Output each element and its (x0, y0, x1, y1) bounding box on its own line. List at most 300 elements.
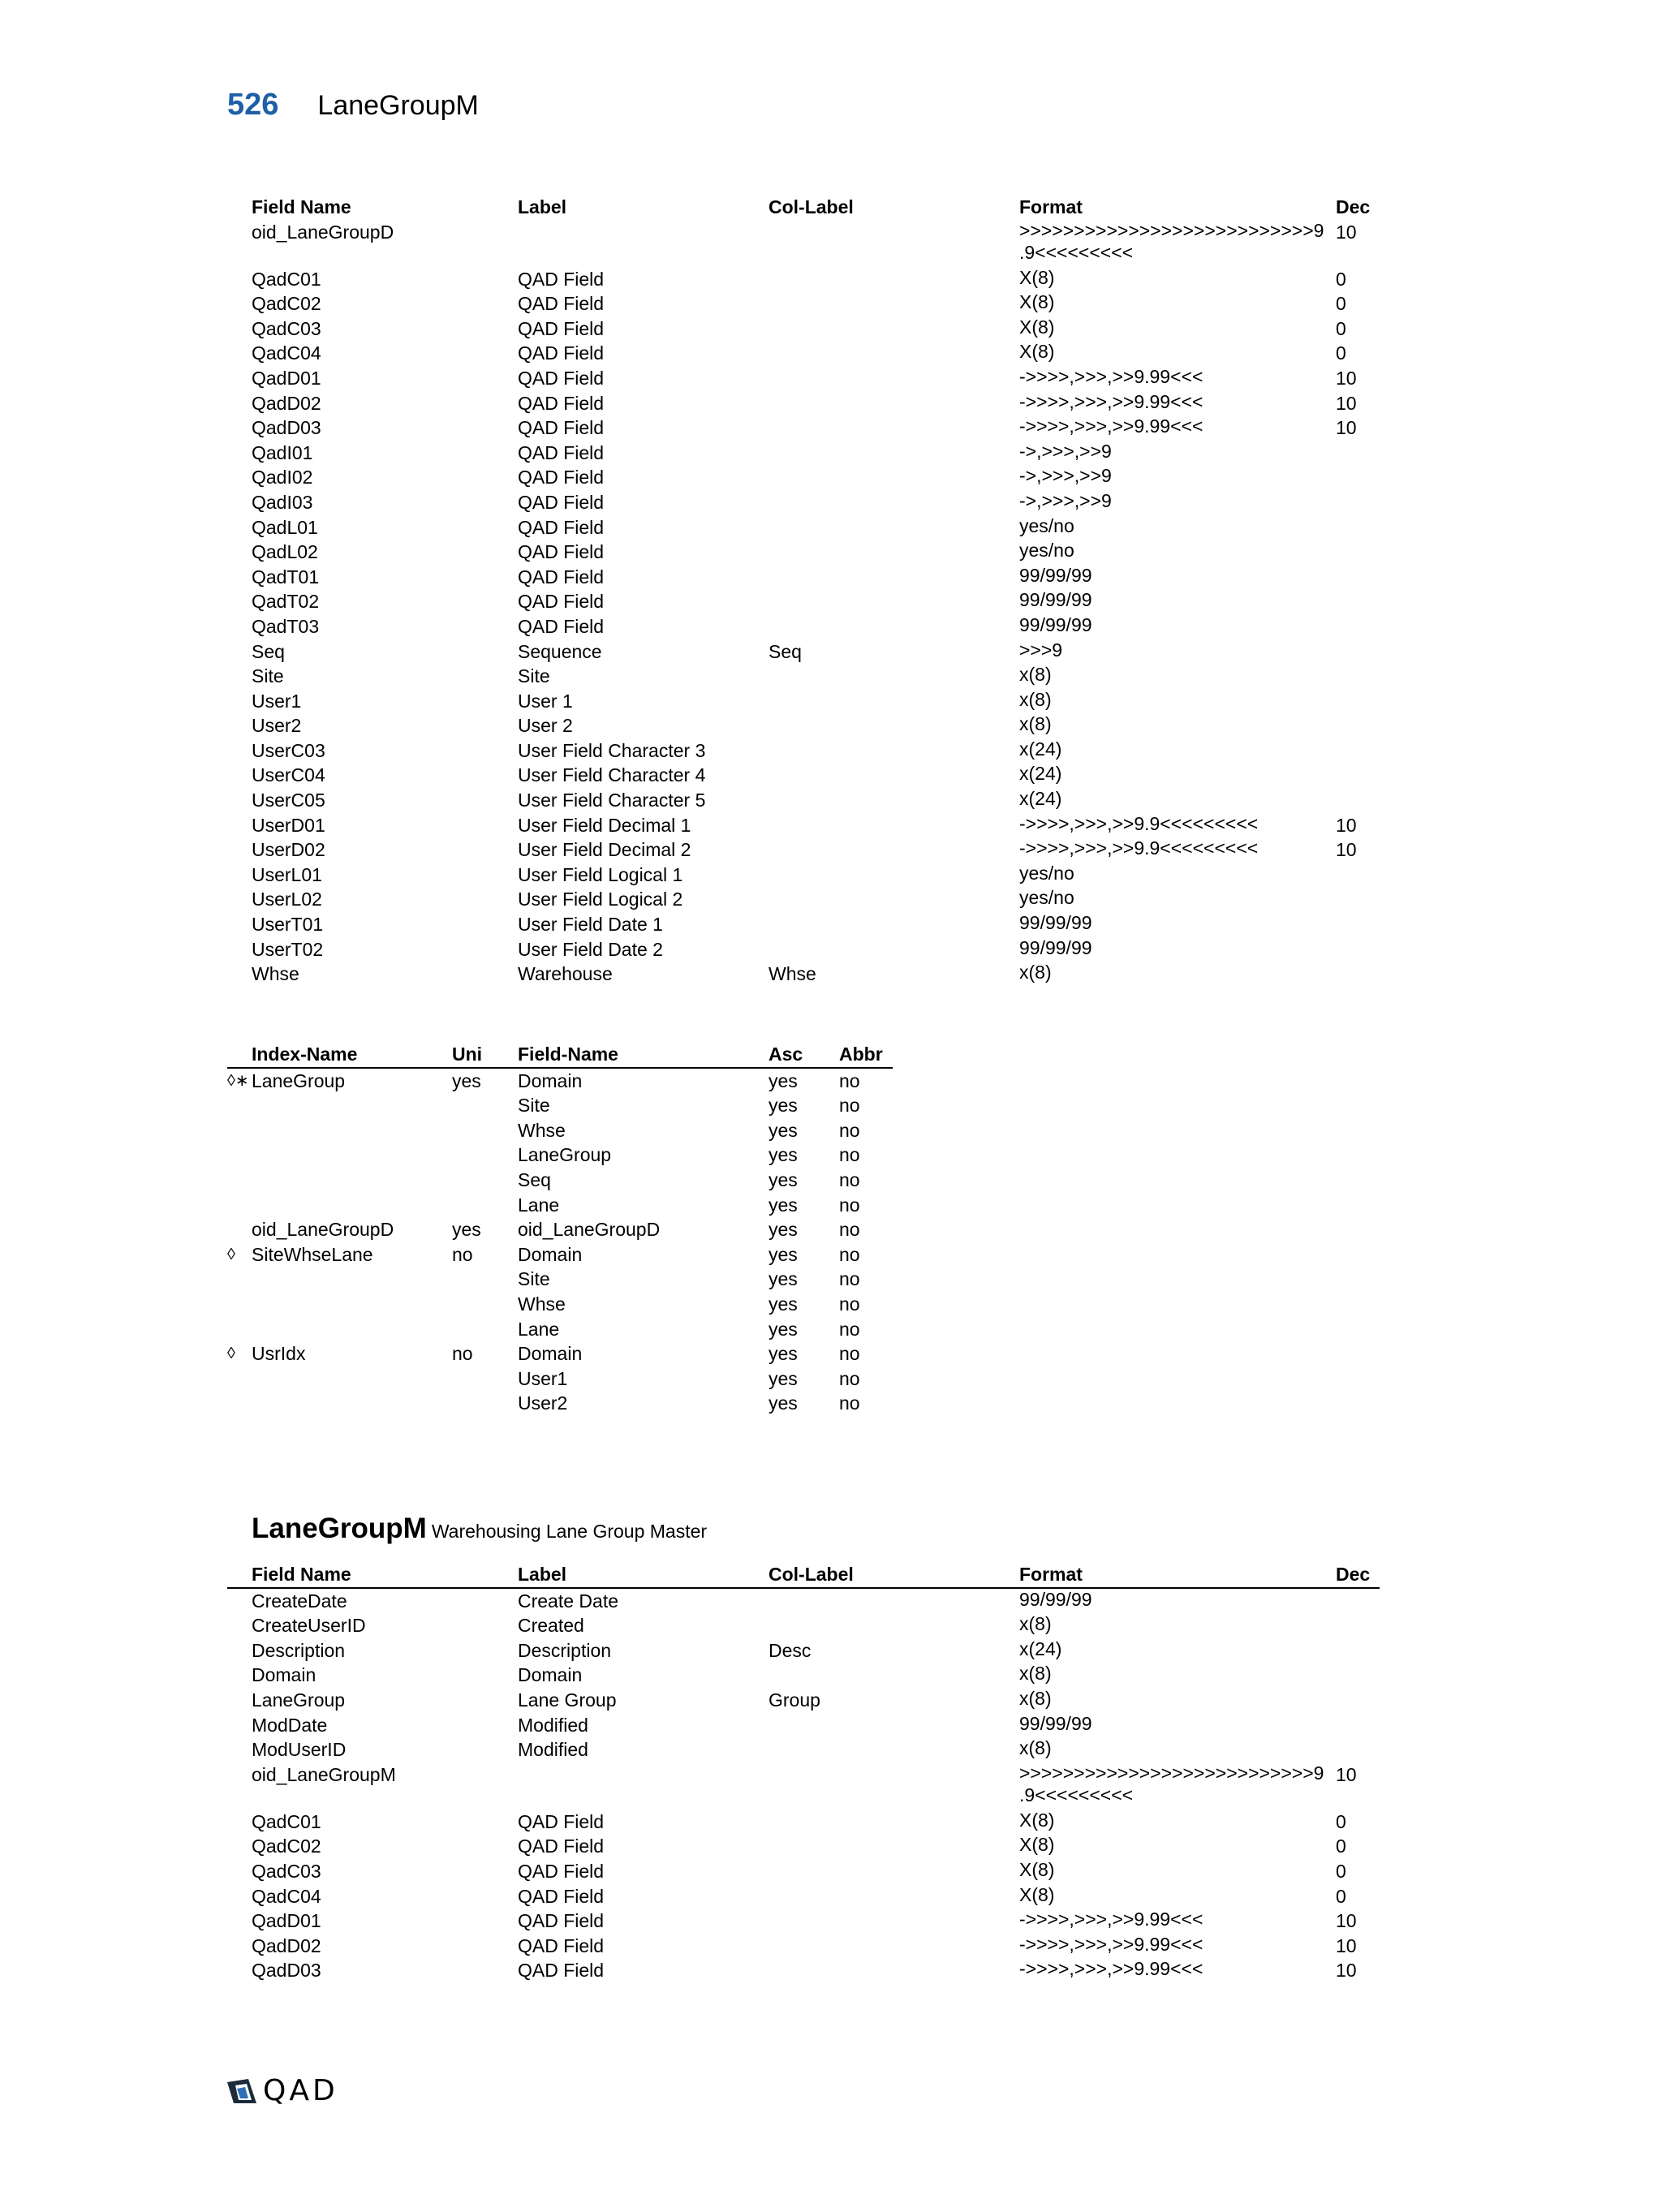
dec-cell: 0 (1336, 1835, 1346, 1857)
format-cell: 99/99/99 (1019, 1712, 1092, 1734)
section-name: LaneGroupM (252, 1513, 427, 1544)
abbr-cell: no (839, 1144, 860, 1166)
label-cell: QAD Field (518, 441, 605, 463)
field-name-cell: QadC04 (252, 1885, 321, 1907)
format-cell: >>>9 (1019, 639, 1063, 661)
dec-cell: 10 (1336, 221, 1357, 243)
table-row (227, 540, 1380, 565)
field-name-cell: LaneGroup (252, 1689, 346, 1711)
format-cell: x(24) (1019, 788, 1062, 810)
format-cell: ->>>>,>>>,>>9.9<<<<<<<<< (1019, 837, 1259, 859)
format-cell: 99/99/99 (1019, 1588, 1092, 1610)
table-body (227, 220, 1380, 987)
label-cell: QAD Field (518, 317, 605, 339)
index-row (227, 1391, 893, 1416)
index-row (227, 1242, 893, 1267)
format-cell: ->>>>,>>>,>>9.99<<< (1019, 1909, 1203, 1930)
asc-cell: yes (769, 1194, 798, 1216)
table-row (227, 589, 1380, 614)
index-row (227, 1118, 893, 1143)
table-row (227, 813, 1380, 838)
format-cell: x(8) (1019, 688, 1052, 710)
field-name-cell: User1 (252, 690, 302, 712)
format-cell: X(8) (1019, 1858, 1055, 1880)
dec-cell: 10 (1336, 392, 1357, 414)
table-row (227, 1958, 1380, 1983)
table-row (227, 341, 1380, 366)
format-cell: X(8) (1019, 341, 1055, 363)
abbr-cell: no (839, 1243, 860, 1265)
field-name-cell: QadD03 (252, 1960, 321, 1982)
table-row (227, 962, 1380, 987)
header-format: Format (1019, 1564, 1083, 1585)
label-cell: QAD Field (518, 342, 605, 364)
dec-cell: 0 (1336, 317, 1346, 339)
format-cell: 99/99/99 (1019, 589, 1092, 611)
label-cell: QAD Field (518, 1934, 605, 1956)
label-cell: QAD Field (518, 1960, 605, 1982)
dec-cell: 0 (1336, 268, 1346, 290)
format-cell: ->>>>,>>>,>>9.99<<< (1019, 365, 1203, 387)
field-name-cell: oid_LaneGroupD (252, 221, 394, 243)
page-number: 526 (227, 88, 279, 122)
format-cell: ->>>>,>>>,>>9.9<<<<<<<<< (1019, 812, 1259, 834)
index-row (227, 1341, 893, 1366)
table-row (227, 1713, 1380, 1738)
section-title (252, 1513, 707, 1545)
label-cell: User Field Character 5 (518, 790, 706, 811)
qad-logo-icon (226, 2077, 258, 2105)
field-table-lanegroupd (227, 195, 1380, 987)
format-cell: x(24) (1019, 763, 1062, 785)
label-cell: QAD Field (518, 1835, 605, 1857)
asc-cell: yes (769, 1168, 798, 1190)
table-row (227, 887, 1380, 912)
format-cell: X(8) (1019, 291, 1055, 313)
col-label-cell: Whse (769, 963, 816, 985)
format-cell: ->>>>,>>>,>>9.99<<< (1019, 415, 1203, 437)
index-row (227, 1217, 893, 1242)
dec-cell: 0 (1336, 342, 1346, 364)
field-name-cell: QadL01 (252, 516, 318, 538)
field-name-cell: UserL02 (252, 889, 322, 910)
table-row (227, 937, 1380, 962)
dec-cell: 10 (1336, 1960, 1357, 1982)
logo-text: QAD (263, 2074, 338, 2107)
index-row (227, 1093, 893, 1118)
section-description: Warehousing Lane Group Master (431, 1521, 708, 1542)
format-cell: X(8) (1019, 316, 1055, 338)
field-name-cell: UserT02 (252, 938, 324, 960)
table-row (227, 391, 1380, 416)
table-header-row (227, 195, 1380, 220)
field-name-cell: QadC03 (252, 317, 321, 339)
label-cell: QAD Field (518, 516, 605, 538)
table-row (227, 763, 1380, 788)
table-row (227, 1909, 1380, 1934)
field-name-cell: User1 (518, 1367, 568, 1389)
format-cell: x(8) (1019, 1663, 1052, 1685)
label-cell: User Field Date 2 (518, 938, 663, 960)
index-row (227, 1069, 893, 1094)
dec-cell: 0 (1336, 1860, 1346, 1882)
format-cell: 99/99/99 (1019, 912, 1092, 934)
abbr-cell: no (839, 1343, 860, 1365)
label-cell: Warehouse (518, 963, 613, 985)
label-cell: Site (518, 665, 550, 687)
format-cell: ->>>>,>>>,>>9.99<<< (1019, 1958, 1203, 1980)
abbr-cell: no (839, 1069, 860, 1091)
format-cell: ->>>>,>>>,>>9.99<<< (1019, 1933, 1203, 1955)
table-row (227, 1834, 1380, 1859)
header-field-name: Field Name (252, 1564, 351, 1585)
dec-cell: 10 (1336, 1934, 1357, 1956)
asc-cell: yes (769, 1293, 798, 1315)
field-name-cell: UserC05 (252, 790, 325, 811)
field-name-cell: UserD02 (252, 839, 325, 861)
asc-cell: yes (769, 1318, 798, 1340)
asc-cell: yes (769, 1119, 798, 1141)
field-name-cell: QadC01 (252, 268, 321, 290)
format-cell: 99/99/99 (1019, 613, 1092, 635)
format-cell: yes/no (1019, 887, 1074, 909)
format-cell: yes/no (1019, 540, 1074, 562)
header-col-label: Col-Label (769, 196, 854, 217)
label-cell: User Field Character 3 (518, 739, 706, 761)
index-marker: ◊∗ (227, 1071, 249, 1090)
table-row (227, 713, 1380, 738)
field-name-cell: Whse (518, 1119, 566, 1141)
field-name-cell: QadC02 (252, 1835, 321, 1857)
field-name-cell: Domain (252, 1664, 316, 1686)
field-name-cell: QadD03 (252, 417, 321, 439)
field-name-cell: QadD01 (252, 1910, 321, 1932)
field-name-cell: QadC01 (252, 1810, 321, 1832)
field-name-cell: QadD02 (252, 1934, 321, 1956)
index-name-cell: oid_LaneGroupD (252, 1219, 394, 1241)
field-name-cell: QadI02 (252, 467, 313, 488)
format-cell: X(8) (1019, 1834, 1055, 1856)
abbr-cell: no (839, 1293, 860, 1315)
asc-cell: yes (769, 1243, 798, 1265)
field-name-cell: User2 (252, 715, 302, 737)
asc-cell: yes (769, 1343, 798, 1365)
field-name-cell: CreateDate (252, 1590, 347, 1612)
table-row (227, 316, 1380, 342)
table-row (227, 1737, 1380, 1762)
label-cell: User Field Logical 2 (518, 889, 683, 910)
table-row (227, 1810, 1380, 1835)
field-name-cell: QadD02 (252, 392, 321, 414)
format-cell: ->,>>>,>>9 (1019, 440, 1112, 462)
table-row (227, 291, 1380, 316)
format-cell: >>>>>>>>>>>>>>>>>>>>>>>>>>>9 .9<<<<<<<<< (1019, 219, 1324, 263)
asc-cell: yes (769, 1219, 798, 1241)
field-name-cell: Description (252, 1639, 346, 1661)
label-cell: QAD Field (518, 293, 605, 315)
field-name-cell: QadC03 (252, 1860, 321, 1882)
table-row (227, 788, 1380, 813)
label-cell: User Field Decimal 1 (518, 814, 691, 836)
label-cell: QAD Field (518, 467, 605, 488)
dec-cell: 10 (1336, 1910, 1357, 1932)
field-name-cell: QadT03 (252, 615, 320, 637)
table-row (227, 220, 1380, 267)
index-name-cell: LaneGroup (252, 1069, 346, 1091)
table-row (227, 490, 1380, 515)
field-name-cell: Whse (518, 1293, 566, 1315)
label-cell: QAD Field (518, 1910, 605, 1932)
format-cell: x(24) (1019, 1637, 1062, 1659)
table-row (227, 1934, 1380, 1959)
table-row (227, 1762, 1380, 1810)
field-name-cell: Domain (518, 1243, 583, 1265)
label-cell: User 2 (518, 715, 573, 737)
field-name-cell: QadT02 (252, 591, 320, 613)
asc-cell: yes (769, 1367, 798, 1389)
dec-cell: 10 (1336, 1763, 1357, 1785)
table-row (227, 441, 1380, 466)
dec-cell: 10 (1336, 839, 1357, 861)
header-field-name: Field Name (252, 196, 351, 217)
dec-cell: 0 (1336, 293, 1346, 315)
format-cell: 99/99/99 (1019, 936, 1092, 958)
table-row (227, 1884, 1380, 1909)
index-row (227, 1292, 893, 1317)
label-cell: Created (518, 1615, 584, 1637)
page-header (227, 88, 479, 133)
format-cell: ->,>>>,>>9 (1019, 489, 1112, 511)
dec-cell: 0 (1336, 1810, 1346, 1832)
label-cell: QAD Field (518, 417, 605, 439)
table-row (227, 1589, 1380, 1614)
header-index-name: Index-Name (252, 1044, 358, 1065)
format-cell: >>>>>>>>>>>>>>>>>>>>>>>>>>>9 .9<<<<<<<<< (1019, 1762, 1324, 1805)
field-name-cell: Site (518, 1268, 550, 1290)
label-cell: QAD Field (518, 566, 605, 587)
table-row (227, 837, 1380, 863)
label-cell: Domain (518, 1664, 583, 1686)
header-format: Format (1019, 196, 1083, 217)
table-row (227, 366, 1380, 391)
table-row (227, 415, 1380, 441)
abbr-cell: no (839, 1367, 860, 1389)
abbr-cell: no (839, 1168, 860, 1190)
label-cell: QAD Field (518, 1885, 605, 1907)
field-name-cell: QadD01 (252, 367, 321, 389)
col-label-cell: Group (769, 1689, 820, 1711)
table-row (227, 614, 1380, 639)
label-cell: QAD Field (518, 1810, 605, 1832)
field-name-cell: UserC04 (252, 764, 325, 786)
header-label: Label (518, 1564, 567, 1585)
field-table-lanegroupm (227, 1562, 1380, 1983)
index-name-cell: UsrIdx (252, 1343, 306, 1365)
label-cell: User Field Logical 1 (518, 863, 683, 885)
col-label-cell: Seq (769, 640, 802, 662)
table-row (227, 689, 1380, 714)
field-name-cell: oid_LaneGroupD (518, 1219, 661, 1241)
label-cell: Create Date (518, 1590, 619, 1612)
field-name-cell: UserL01 (252, 863, 322, 885)
table-row (227, 1613, 1380, 1638)
table-row (227, 465, 1380, 490)
abbr-cell: no (839, 1095, 860, 1117)
field-name-cell: UserC03 (252, 739, 325, 761)
label-cell: Modified (518, 1714, 588, 1736)
field-name-cell: QadC04 (252, 342, 321, 364)
header-dec: Dec (1336, 1564, 1371, 1585)
abbr-cell: no (839, 1268, 860, 1290)
format-cell: yes/no (1019, 514, 1074, 536)
label-cell: QAD Field (518, 615, 605, 637)
page-title: LaneGroupM (317, 90, 479, 121)
abbr-cell: no (839, 1318, 860, 1340)
table-row (227, 1688, 1380, 1713)
index-header-row (227, 1042, 893, 1069)
index-row (227, 1317, 893, 1342)
abbr-cell: no (839, 1119, 860, 1141)
table-row (227, 1859, 1380, 1884)
format-cell: X(8) (1019, 1883, 1055, 1905)
index-marker: ◊ (227, 1345, 235, 1363)
index-body (227, 1069, 893, 1416)
field-name-cell: Whse (252, 963, 299, 985)
header-uni: Uni (452, 1044, 483, 1065)
index-row (227, 1267, 893, 1292)
field-name-cell: Lane (518, 1194, 560, 1216)
table-header-row (227, 1562, 1380, 1589)
format-cell: X(8) (1019, 1809, 1055, 1831)
table-row (227, 863, 1380, 888)
index-row (227, 1143, 893, 1168)
format-cell: x(8) (1019, 664, 1052, 686)
format-cell: yes/no (1019, 862, 1074, 884)
qad-logo (226, 2074, 338, 2107)
format-cell: ->>>>,>>>,>>9.99<<< (1019, 390, 1203, 412)
index-row (227, 1193, 893, 1218)
table-body (227, 1589, 1380, 1983)
format-cell: ->,>>>,>>9 (1019, 465, 1112, 487)
format-cell: x(24) (1019, 738, 1062, 760)
field-name-cell: CreateUserID (252, 1615, 366, 1637)
unique-cell: no (452, 1343, 473, 1365)
label-cell: QAD Field (518, 1860, 605, 1882)
format-cell: X(8) (1019, 266, 1055, 288)
field-name-cell: QadC02 (252, 293, 321, 315)
abbr-cell: no (839, 1392, 860, 1414)
asc-cell: yes (769, 1095, 798, 1117)
dec-cell: 10 (1336, 417, 1357, 439)
label-cell: QAD Field (518, 591, 605, 613)
field-name-cell: Seq (518, 1168, 551, 1190)
label-cell: Description (518, 1639, 612, 1661)
label-cell: Modified (518, 1739, 588, 1761)
table-row (227, 1663, 1380, 1688)
format-cell: x(8) (1019, 1687, 1052, 1709)
abbr-cell: no (839, 1194, 860, 1216)
label-cell: User Field Date 1 (518, 914, 663, 936)
unique-cell: yes (452, 1219, 481, 1241)
field-name-cell: QadI03 (252, 491, 313, 513)
unique-cell: no (452, 1243, 473, 1265)
field-name-cell: QadL02 (252, 541, 318, 563)
field-name-cell: oid_LaneGroupM (252, 1763, 396, 1785)
table-row (227, 515, 1380, 540)
label-cell: User Field Character 4 (518, 764, 706, 786)
format-cell: x(8) (1019, 962, 1052, 983)
label-cell: QAD Field (518, 268, 605, 290)
field-name-cell: Site (518, 1095, 550, 1117)
col-label-cell: Desc (769, 1639, 812, 1661)
header-label: Label (518, 196, 567, 217)
table-row (227, 912, 1380, 937)
field-name-cell: ModDate (252, 1714, 328, 1736)
header-asc: Asc (769, 1044, 803, 1065)
field-name-cell: QadT01 (252, 566, 320, 587)
field-name-cell: Site (252, 665, 284, 687)
field-name-cell: Domain (518, 1069, 583, 1091)
field-name-cell: UserD01 (252, 814, 325, 836)
asc-cell: yes (769, 1144, 798, 1166)
label-cell: QAD Field (518, 541, 605, 563)
index-name-cell: SiteWhseLane (252, 1243, 373, 1265)
field-name-cell: Seq (252, 640, 285, 662)
field-name-cell: Lane (518, 1318, 560, 1340)
field-name-cell: User2 (518, 1392, 568, 1414)
table-row (227, 565, 1380, 590)
table-row (227, 664, 1380, 689)
header-abbr: Abbr (839, 1044, 883, 1065)
header-field-name: Field-Name (518, 1044, 618, 1065)
asc-cell: yes (769, 1069, 798, 1091)
index-row (227, 1366, 893, 1392)
header-dec: Dec (1336, 196, 1371, 217)
field-name-cell: Domain (518, 1343, 583, 1365)
format-cell: 99/99/99 (1019, 564, 1092, 586)
index-table (227, 1042, 893, 1416)
table-row (227, 267, 1380, 292)
field-name-cell: UserT01 (252, 914, 324, 936)
format-cell: x(8) (1019, 1737, 1052, 1759)
unique-cell: yes (452, 1069, 481, 1091)
dec-cell: 10 (1336, 814, 1357, 836)
index-marker: ◊ (227, 1245, 235, 1263)
format-cell: x(8) (1019, 1613, 1052, 1635)
label-cell: User Field Decimal 2 (518, 839, 691, 861)
field-name-cell: QadI01 (252, 441, 313, 463)
label-cell: QAD Field (518, 392, 605, 414)
dec-cell: 0 (1336, 1885, 1346, 1907)
index-row (227, 1168, 893, 1193)
table-row (227, 639, 1380, 665)
label-cell: Sequence (518, 640, 602, 662)
label-cell: QAD Field (518, 491, 605, 513)
abbr-cell: no (839, 1219, 860, 1241)
label-cell: User 1 (518, 690, 573, 712)
field-name-cell: LaneGroup (518, 1144, 612, 1166)
asc-cell: yes (769, 1268, 798, 1290)
header-col-label: Col-Label (769, 1564, 854, 1585)
dec-cell: 10 (1336, 367, 1357, 389)
asc-cell: yes (769, 1392, 798, 1414)
label-cell: Lane Group (518, 1689, 617, 1711)
field-name-cell: ModUserID (252, 1739, 347, 1761)
table-row (227, 738, 1380, 764)
format-cell: x(8) (1019, 713, 1052, 735)
label-cell: QAD Field (518, 367, 605, 389)
table-row (227, 1638, 1380, 1663)
